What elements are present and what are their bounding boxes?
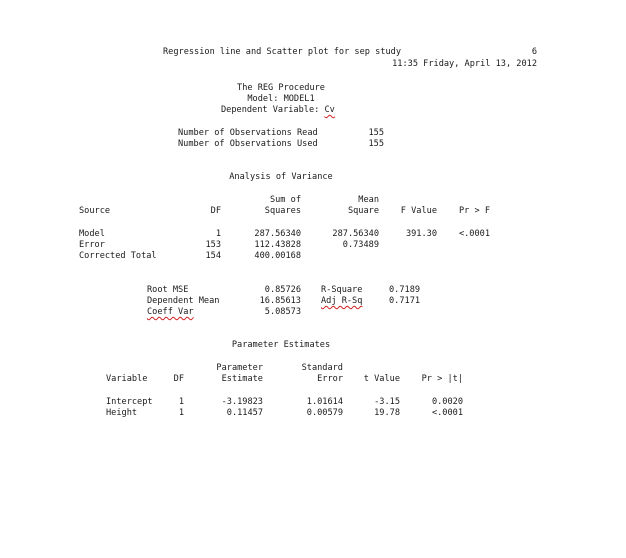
anova-row-total-ss: 400.00168 [254, 251, 301, 261]
anova-row-error-source: Error [79, 240, 105, 250]
obs-used-label: Number of Observations Used [178, 139, 318, 149]
est-header-variable: Variable [106, 374, 148, 384]
report-title: Regression line and Scatter plot for sep study [163, 47, 401, 57]
est-row-intercept-p: 0.0020 [431, 397, 463, 407]
est-header-estimate-top: Parameter [216, 363, 263, 373]
fit-adj-rsq-label-text: Adj R-Sq [321, 296, 363, 306]
dependent-variable-label: Dependent Variable: [221, 105, 325, 115]
est-row-intercept-df: 1 [178, 397, 184, 407]
anova-header-ss-top: Sum of [269, 195, 301, 205]
fit-coeff-var-value: 5.08573 [264, 307, 301, 317]
anova-row-model-df: 1 [215, 229, 221, 239]
fit-rsquare-value: 0.7189 [389, 285, 421, 295]
est-row-height-t: 19.78 [374, 408, 400, 418]
anova-header-ss: Squares [264, 206, 301, 216]
anova-header-df: DF [210, 206, 221, 216]
anova-header-ms-top: Mean [358, 195, 379, 205]
report-timestamp: 11:35 Friday, April 13, 2012 [392, 59, 537, 69]
model-name: Model: MODEL1 [247, 94, 315, 104]
est-header-df: DF [173, 374, 184, 384]
anova-row-total-source: Corrected Total [79, 251, 157, 261]
obs-read-label: Number of Observations Read [178, 128, 318, 138]
procedure-name: The REG Procedure [237, 83, 325, 93]
est-row-height-p: <.0001 [431, 408, 463, 418]
fit-dep-mean-label: Dependent Mean [147, 296, 220, 306]
obs-read-value: 155 [368, 128, 384, 138]
fit-dep-mean-value: 16.85613 [259, 296, 301, 306]
anova-row-model-ms: 287.56340 [332, 229, 379, 239]
anova-header-source: Source [79, 206, 111, 216]
fit-coeff-var-label [147, 307, 194, 318]
anova-row-error-ms: 0.73489 [342, 240, 379, 250]
anova-row-total-df: 154 [205, 251, 221, 261]
fit-coeff-var-label-text: Coeff Var [147, 307, 194, 317]
est-header-p: Pr > |t| [421, 374, 463, 384]
est-row-intercept-estimate: -3.19823 [221, 397, 263, 407]
anova-row-model-ss: 287.56340 [254, 229, 301, 239]
obs-used-value: 155 [368, 139, 384, 149]
est-header-se-top: Standard [301, 363, 343, 373]
anova-row-model-p: <.0001 [458, 229, 490, 239]
anova-title: Analysis of Variance [229, 172, 333, 182]
est-row-height-estimate: 0.11457 [226, 408, 263, 418]
anova-row-model-source: Model [79, 229, 105, 239]
page-number: 6 [531, 47, 537, 57]
est-header-estimate: Estimate [221, 374, 263, 384]
dependent-variable [221, 105, 335, 116]
dependent-variable-name: Cv [324, 105, 335, 115]
est-header-t: t Value [363, 374, 400, 384]
anova-row-error-df: 153 [205, 240, 221, 250]
anova-row-error-ss: 112.43828 [254, 240, 301, 250]
est-row-intercept-variable: Intercept [106, 397, 153, 407]
fit-adj-rsq-value: 0.7171 [389, 296, 421, 306]
anova-header-fvalue: F Value [400, 206, 437, 216]
est-header-se: Error [317, 374, 343, 384]
fit-adj-rsq-label [321, 296, 362, 307]
anova-header-ms: Square [347, 206, 379, 216]
est-row-intercept-se: 1.01614 [306, 397, 343, 407]
fit-root-mse-value: 0.85726 [264, 285, 301, 295]
fit-root-mse-label: Root MSE [147, 285, 189, 295]
fit-rsquare-label: R-Square [321, 285, 363, 295]
est-row-height-df: 1 [178, 408, 184, 418]
est-row-height-variable: Height [106, 408, 138, 418]
anova-header-pr: Pr > F [458, 206, 490, 216]
est-row-intercept-t: -3.15 [374, 397, 400, 407]
anova-row-model-f: 391.30 [405, 229, 437, 239]
estimates-title: Parameter Estimates [231, 340, 331, 350]
est-row-height-se: 0.00579 [306, 408, 343, 418]
